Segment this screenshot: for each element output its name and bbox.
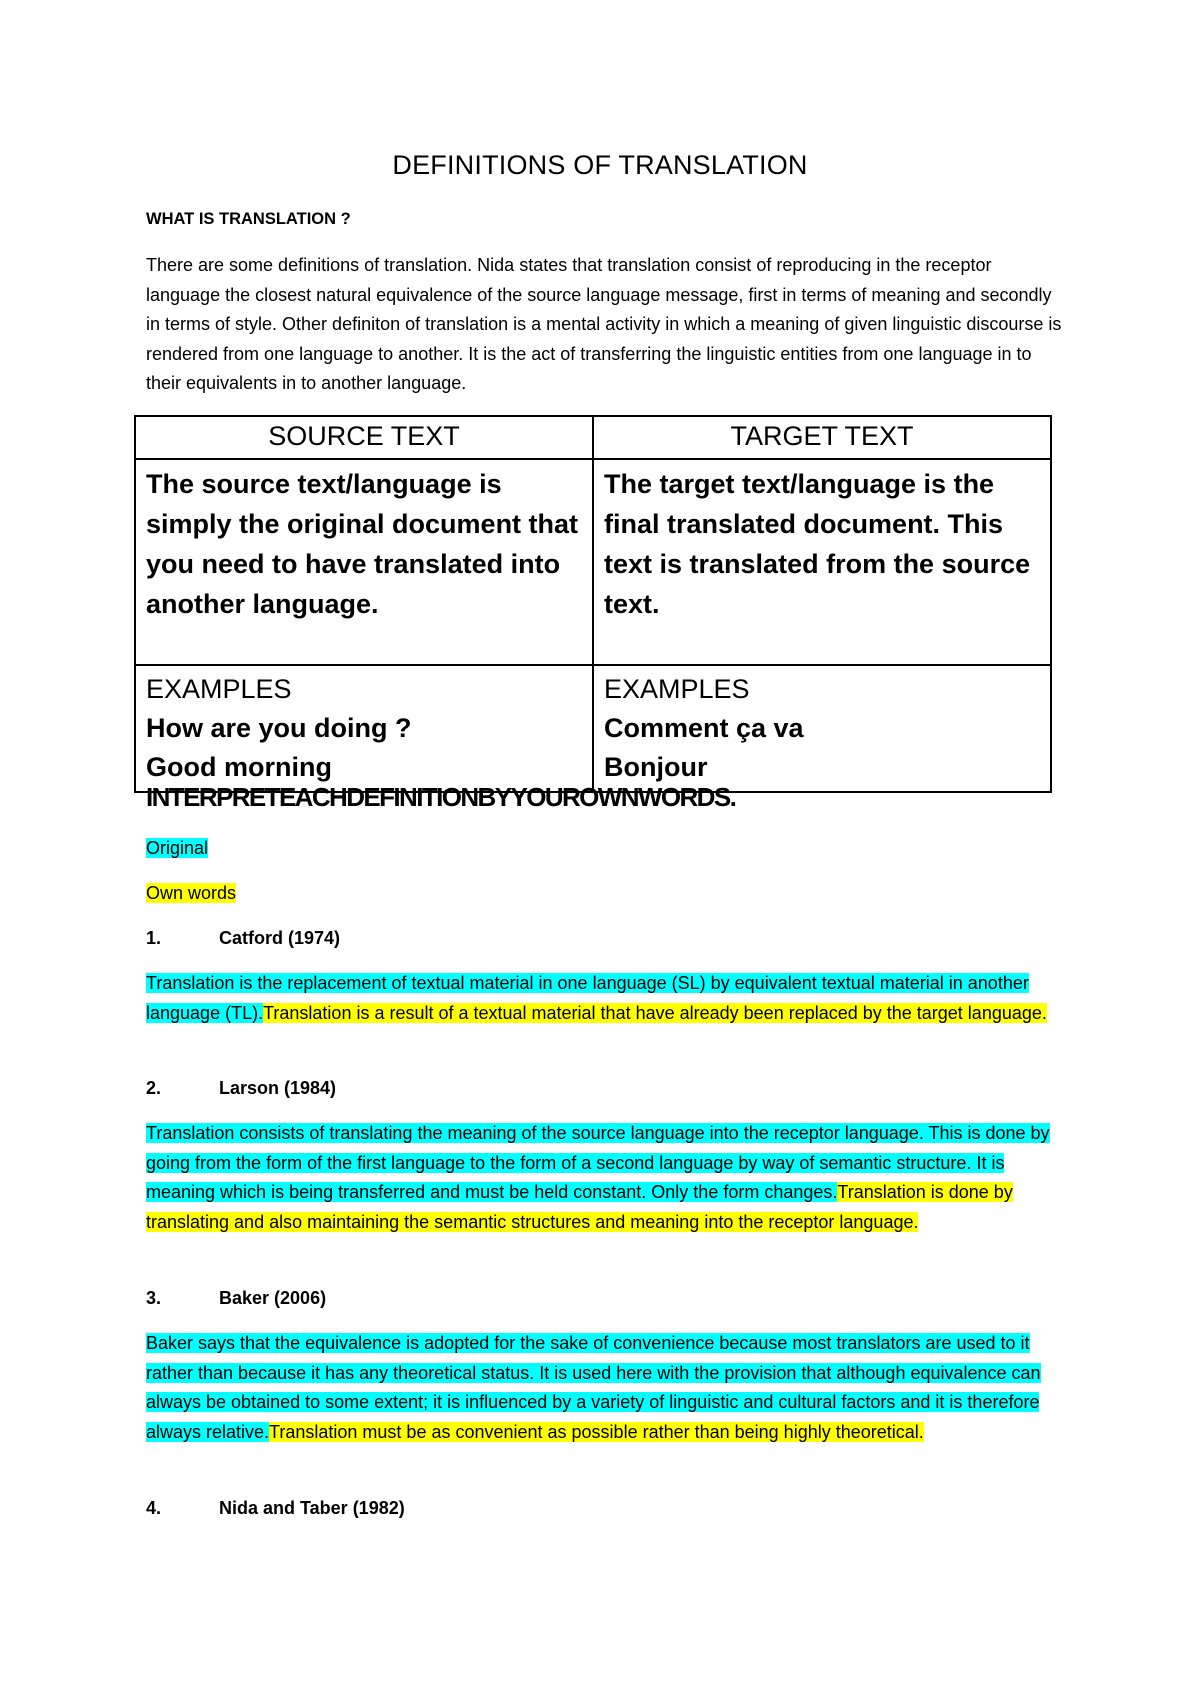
table-header-source: SOURCE TEXT	[135, 416, 593, 459]
source-definition-cell: The source text/language is simply the original document that you need to have translated into another language.	[135, 459, 593, 665]
definition-heading-baker	[146, 1288, 326, 1309]
definition-heading-nida-taber	[146, 1498, 405, 1519]
definition-author: Baker (2006)	[219, 1288, 327, 1308]
definition-author: Larson (1984)	[219, 1078, 337, 1098]
definition-paragraph-larson	[146, 1119, 1066, 1237]
source-target-table	[134, 415, 1052, 793]
definition-author: Catford (1974)	[219, 928, 341, 948]
table-header-row	[135, 416, 1051, 459]
source-examples-cell	[135, 665, 593, 792]
target-examples-cell	[593, 665, 1051, 792]
page-title: DEFINITIONS OF TRANSLATION	[392, 150, 808, 180]
original-text: Translation consists of translating the meaning of the source language into the receptor language. This is done by going from the form of the first language to the form of a second language by way of semantic structure. It is meaning which is being transferred and must be held constant. Only the form changes.	[146, 1123, 1050, 1202]
examples-label: EXAMPLES	[604, 674, 750, 704]
own-words-text: Translation is a result of a textual material that have already been replaced by the target language.	[263, 1002, 1047, 1023]
definition-heading-larson	[146, 1078, 336, 1099]
table-definition-row	[135, 459, 1051, 665]
target-definition-cell: The target text/language is the final translated document. This text is translated from the source text.	[593, 459, 1051, 665]
definition-number: 4.	[146, 1498, 162, 1518]
definition-number: 2.	[146, 1078, 162, 1098]
section-subheading: WHAT IS TRANSLATION ?	[146, 210, 351, 228]
example-item: Good morning	[146, 752, 332, 782]
example-item: Bonjour	[604, 752, 708, 782]
instruction-heading: INTERPRETEACHDEFINITIONBYYOUROWNWORDS.	[146, 782, 736, 812]
definition-heading-catford	[146, 928, 340, 949]
legend-original	[146, 838, 208, 859]
definition-author: Nida and Taber (1982)	[219, 1498, 405, 1518]
original-text: Baker says that the equivalence is adopted for the sake of convenience because most translators are used to it rather than because it has any theoretical status. It is used here with the provision that although equivalence can always be obtained to some extent; it is influenced by a variety of linguistic and cultural factors and it is therefore always relative.	[146, 1333, 1041, 1442]
example-item: Comment ça va	[604, 713, 804, 743]
example-item: How are you doing ?	[146, 713, 412, 743]
definition-number: 1.	[146, 928, 162, 948]
original-text: Translation is the replacement of textual material in one language (SL) by equivalent textual material in another language (TL).	[146, 973, 1029, 1023]
legend-own-words	[146, 883, 236, 904]
examples-label: EXAMPLES	[146, 674, 292, 704]
definition-paragraph-baker	[146, 1329, 1066, 1447]
legend-own-words-label: Own words	[146, 883, 237, 903]
own-words-text: Translation is done by translating and also maintaining the semantic structures and meaning into the receptor language.	[146, 1182, 1013, 1232]
own-words-text: Translation must be as convenient as possible rather than being highly theoretical.	[269, 1421, 924, 1442]
definition-number: 3.	[146, 1288, 162, 1308]
table-header-target: TARGET TEXT	[593, 416, 1051, 459]
intro-paragraph: There are some definitions of translation. Nida states that translation consist of reproducing in the receptor language the closest natural equivalence of the source language message, first in terms of meaning and secondly in terms of style. Other definiton of translation is a mental activity in which a meaning of given linguistic discourse is rendered from one language to another. It is the act of transferring the linguistic entities from one language in to their equivalents in to another language.	[146, 255, 1062, 393]
definition-paragraph-catford	[146, 969, 1066, 1028]
table-examples-row	[135, 665, 1051, 792]
legend-original-label: Original	[146, 838, 209, 858]
